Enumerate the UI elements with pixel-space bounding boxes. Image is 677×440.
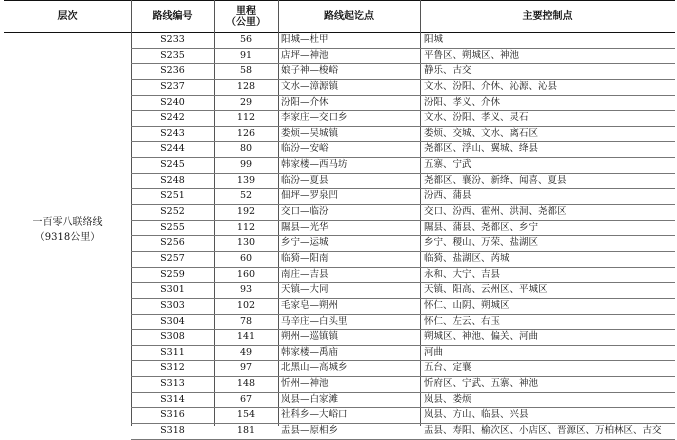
route-code-cell: S237 [160,80,185,92]
route-length-cell: 67 [239,393,253,405]
route-points-cell: 岚县、方山、临县、兴县 [424,409,529,421]
route-ends-cell: 娄烦—吴城镇 [281,127,339,139]
route-ends-cell: 隰县—光华 [281,221,329,233]
route-points-cell: 盂县、寿阳、榆次区、小店区、晋源区、万柏林区、古交 [424,425,662,437]
route-points-cell: 岚县、娄烦 [424,393,472,405]
route-ends-cell: 南庄—吉县 [281,268,329,280]
route-length-cell: 102 [236,299,256,311]
route-length-cell: 60 [239,252,253,264]
table-row [131,189,675,205]
route-ends-cell: 岚县—白家滩 [281,393,339,405]
route-length-cell: 56 [239,34,253,45]
route-ends-cell: 朔州—巡镇镇 [281,331,339,343]
route-points-cell: 隰县、蒲县、尧都区、乡宁 [424,221,539,233]
route-points-cell: 文水、汾阳、孝义、灵石 [424,112,529,124]
route-code-cell: S318 [160,425,185,437]
route-points-cell: 阳城 [424,34,444,45]
table-row [131,315,675,331]
table-row [131,96,675,112]
route-code-cell: S316 [160,409,185,421]
table-row [131,361,675,377]
table-row [131,236,675,252]
table-row [131,299,675,315]
route-code-cell: S314 [160,393,185,405]
table-row [131,80,675,96]
route-ends-cell: 毛家皂—朔州 [281,299,339,311]
table-row [131,64,675,80]
route-ends-cell: 天镇—大同 [281,284,329,296]
route-ends-cell: 李家庄—交口乡 [281,112,348,124]
table-row [131,127,675,143]
table-row [131,221,675,237]
header-points: 主要控制点 [522,11,573,22]
route-points-cell: 朔城区、神池、偏关、河曲 [424,331,539,343]
header-length-line1: 里程 [236,5,256,17]
level-name: 一百零八联络线 [32,216,103,228]
route-length-cell: 112 [236,221,256,233]
route-ends-cell: 马辛庄—白头里 [281,315,348,327]
route-ends-cell: 临汾—夏县 [281,174,329,186]
route-length-cell: 192 [236,206,256,218]
route-code-cell: S251 [160,190,185,202]
header-code: 路线编号 [152,11,193,22]
header-length-line2: （公里） [226,16,266,28]
route-points-cell: 汾阳、孝义、介休 [424,96,501,108]
route-ends-cell: 临汾—安峪 [281,143,329,155]
route-ends-cell: 阳城—杜甲 [281,34,329,45]
table-row [131,330,675,346]
route-points-cell: 五台、定襄 [424,362,472,374]
route-length-cell: 148 [236,378,256,390]
table-row [131,33,675,49]
route-points-cell: 河曲 [424,346,444,358]
route-points-cell: 尧都区、襄汾、新绛、闻喜、夏县 [424,174,567,186]
table-row [131,346,675,362]
route-length-cell: 58 [239,65,253,77]
route-code-cell: S312 [160,362,185,374]
route-length-cell: 97 [239,362,253,374]
table-row [131,424,675,440]
route-code-cell: S244 [160,143,185,155]
table-row [131,283,675,299]
route-length-cell: 93 [239,284,253,296]
route-points-cell: 怀仁、山阴、朔城区 [424,299,510,311]
route-length-cell: 91 [239,49,253,61]
route-points-cell: 永和、大宁、吉县 [424,268,501,280]
route-points-cell: 文水、汾阳、介休、沁源、沁县 [424,80,558,92]
route-code-cell: S242 [160,112,185,124]
route-points-cell: 交口、汾西、霍州、洪洞、尧都区 [424,206,567,218]
route-code-cell: S257 [160,252,185,264]
table-row [131,268,675,284]
route-length-cell: 154 [236,409,256,421]
route-ends-cell: 乡宁—运城 [281,237,329,249]
route-points-cell: 静乐、古交 [424,65,472,77]
route-points-cell: 尧都区、浮山、翼城、绛县 [424,143,539,155]
route-ends-cell: 社科乡—大峪口 [281,409,348,421]
route-ends-cell: 韩家楼—禹庙 [281,346,339,358]
route-code-cell: S248 [160,174,185,186]
road-table [4,0,675,437]
table-row [131,111,675,127]
table-row [131,377,675,393]
route-length-cell: 160 [236,268,256,280]
route-points-cell: 五寨、宁武 [424,159,472,171]
header-level: 层次 [57,11,78,22]
route-code-cell: S243 [160,127,185,139]
route-code-cell: S256 [160,237,185,249]
route-code-cell: S245 [160,159,185,171]
route-code-cell: S240 [160,96,185,108]
route-code-cell: S311 [160,346,185,358]
table-row [131,252,675,268]
route-points-cell: 临猗、盐湖区、芮城 [424,252,510,264]
route-points-cell: 天镇、阳高、云州区、平城区 [424,284,548,296]
route-code-cell: S259 [160,268,185,280]
route-length-cell: 112 [236,112,256,124]
route-length-cell: 139 [236,174,256,186]
route-ends-cell: 汾阳—介休 [281,96,329,108]
route-ends-cell: 忻州—神池 [281,378,329,390]
route-code-cell: S252 [160,206,185,218]
table-row [131,49,675,65]
route-points-cell: 忻府区、宁武、五寨、神池 [424,378,539,390]
route-points-cell: 怀仁、左云、右玉 [424,315,501,327]
route-ends-cell: 交口—临汾 [281,206,329,218]
route-code-cell: S301 [160,284,185,296]
route-code-cell: S233 [160,34,185,45]
route-ends-cell: 北黑山—高城乡 [281,362,348,374]
route-length-cell: 49 [239,346,253,358]
route-ends-cell: 韩家楼—西马坊 [281,159,348,171]
table-row [131,158,675,174]
route-code-cell: S308 [160,331,185,343]
route-length-cell: 78 [239,315,253,327]
level-cell [4,33,131,426]
route-length-cell: 80 [239,143,253,155]
table-row [131,142,675,158]
route-ends-cell: 佃坪—罗泉凹 [281,190,339,202]
header-length [214,1,278,32]
table-row [131,174,675,190]
route-length-cell: 181 [236,425,256,437]
route-points-cell: 娄烦、交城、文水、离石区 [424,127,539,139]
route-length-cell: 126 [236,127,256,139]
route-length-cell: 128 [236,80,256,92]
route-code-cell: S235 [160,49,185,61]
route-code-cell: S303 [160,299,185,311]
route-length-cell: 29 [239,96,253,108]
table-row [131,393,675,409]
table-body [131,33,675,440]
route-ends-cell: 文水—漳源镇 [281,80,339,92]
route-points-cell: 平鲁区、朔城区、神池 [424,49,520,61]
level-total: （9318公里） [34,231,101,243]
route-length-cell: 130 [236,237,256,249]
route-length-cell: 141 [236,331,256,343]
table-header [4,0,675,33]
table-row [131,408,675,424]
route-code-cell: S304 [160,315,185,327]
table-row [131,205,675,221]
route-length-cell: 99 [239,159,253,171]
route-ends-cell: 临猗—阳南 [281,252,329,264]
route-points-cell: 乡宁、稷山、万荣、盐湖区 [424,237,539,249]
route-code-cell: S255 [160,221,185,233]
route-ends-cell: 店坪—神池 [281,49,329,61]
route-code-cell: S236 [160,65,185,77]
route-code-cell: S313 [160,378,185,390]
header-ends: 路线起讫点 [324,11,374,22]
route-ends-cell: 娘子神—梭峪 [281,65,339,77]
route-points-cell: 汾西、蒲县 [424,190,472,202]
route-length-cell: 52 [239,190,253,202]
route-ends-cell: 盂县—原相乡 [281,425,339,437]
